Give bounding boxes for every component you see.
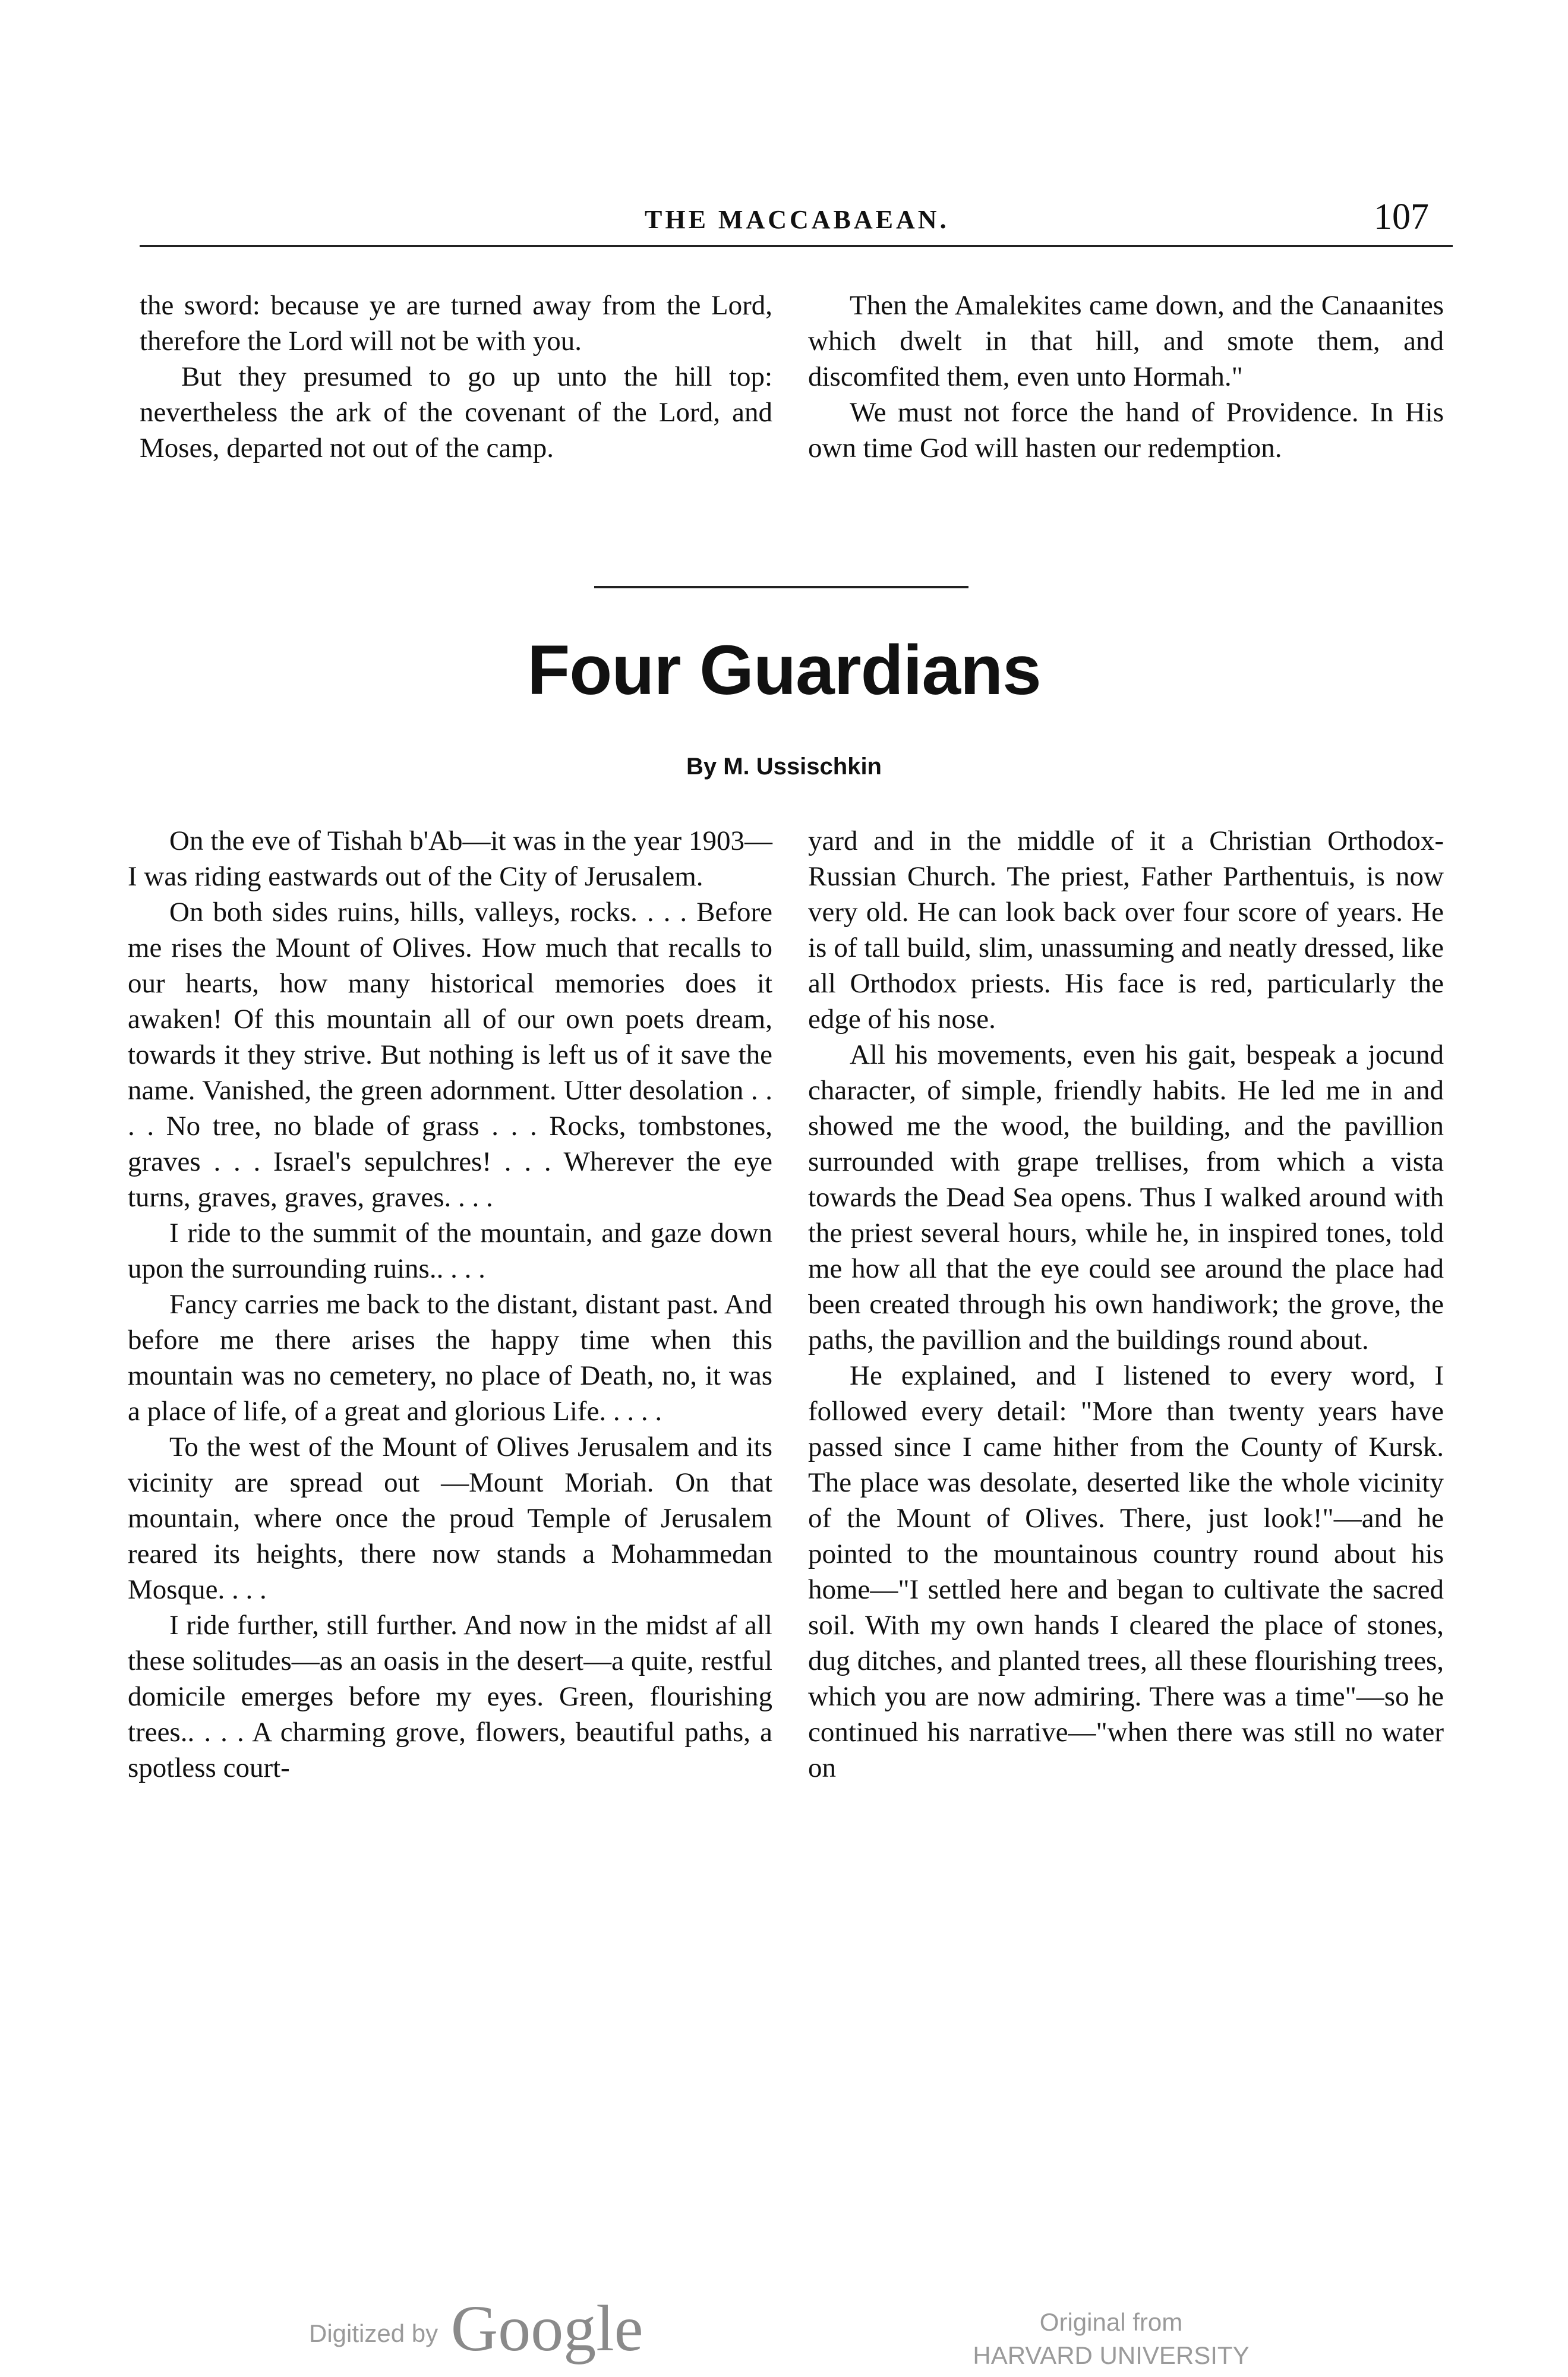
- header-rule: [140, 245, 1453, 247]
- institution-label: HARVARD UNIVERSITY: [973, 2341, 1250, 2369]
- article-byline: By M. Ussischkin: [686, 754, 882, 780]
- paragraph: On both sides ruins, hills, valleys, rocks. . . . Before me rises the Mount of Olives. How much that recalls to our hearts, how many historical memories does it awaken! Of this mountain all of our own poets dream, towards it they strive. But nothing is left us of it save the name. Vanished, the green adornment. Utter desolation . . . . No tree, no blade of grass . . . Rocks, tombstones, graves . . . Israel's sepulchres! . . . Wherever the eye turns, graves, graves, graves. . . .: [128, 897, 772, 1213]
- paragraph: the sword: because ye are turned away from the Lord, therefore the Lord will not be with you.: [140, 290, 772, 357]
- paragraph: All his movements, even his gait, bespeak a jocund character, of simple, friendly habits. He led me in and showed me the wood, the building, and the pavillion surrounded with grape trellises, from which a vista towards the Dead Sea opens. Thus I walked around with the priest several hours, while he, in inspired tones, told me how all that the eye could see around the place had been created through his own handiwork; the grove, the paths, the pavillion and the buildings round about.: [808, 1039, 1444, 1355]
- article-title: Four Guardians: [527, 631, 1041, 710]
- paragraph: I ride further, still further. And now in the midst af all these solitudes—as an oasis in the desert—a quite, restful domicile emerges before my eyes. Green, flourishing trees.. . . . A charming grove, flowers, beautiful paths, a spotless court-: [128, 1610, 772, 1783]
- paragraph: Fancy carries me back to the distant, distant past. And before me there arises the happy time when this mountain was no cemetery, no place of Death, no, it was a place of life, of a great and glorious Life. . . . .: [128, 1289, 772, 1427]
- page-number: 107: [1374, 197, 1429, 237]
- paragraph: But they presumed to go up unto the hill top: nevertheless the ark of the covenant of the Lord, and Moses, departed not out of the camp.: [140, 361, 772, 464]
- previous-article-left-column: [140, 288, 772, 466]
- source-watermark: [951, 2306, 1272, 2372]
- previous-article-right-column: [808, 288, 1444, 466]
- article-left-column: [128, 823, 772, 1786]
- original-from-label: Original from: [1039, 2308, 1183, 2336]
- paragraph: On the eve of Tishah b'Ab—it was in the year 1903—I was riding eastwards out of the City of Jerusalem.: [128, 825, 772, 892]
- paragraph: I ride to the summit of the mountain, and gaze down upon the surrounding ruins.. . . .: [128, 1218, 772, 1284]
- digitized-by-watermark: [309, 2291, 643, 2366]
- section-divider: [594, 586, 968, 588]
- page-header: [140, 196, 1453, 250]
- paragraph: yard and in the middle of it a Christian Orthodox-Russian Church. The priest, Father Parthentuis, is now very old. He can look back over four score of years. He is of tall build, slim, unassuming and neatly dressed, like all Orthodox priests. His face is red, particularly the edge of his nose.: [808, 825, 1444, 1035]
- google-logo: Google: [450, 2292, 643, 2365]
- paragraph: To the west of the Mount of Olives Jerusalem and its vicinity are spread out —Mount Moriah. On that mountain, where once the proud Temple of Jerusalem reared its heights, there now stands a Mohammedan Mosque. . . .: [128, 1432, 772, 1605]
- running-title: THE MACCABAEAN.: [645, 205, 949, 234]
- paragraph: Then the Amalekites came down, and the Canaanites which dwelt in that hill, and smote them, and discomfited them, even unto Hormah.": [808, 290, 1444, 392]
- paragraph: We must not force the hand of Providence. In His own time God will hasten our redemption.: [808, 397, 1444, 464]
- digitized-by-label: Digitized by: [309, 2319, 438, 2347]
- paragraph: He explained, and I listened to every word, I followed every detail: "More than twenty years have passed since I came hither from the County of Kursk. The place was desolate, deserted like the whole vicinity of the Mount of Olives. There, just look!"—and he pointed to the mountainous country round about his home—"I settled here and began to cultivate the sacred soil. With my own hands I cleared the place of stones, dug ditches, and planted trees, all these flourishing trees, which you are now admiring. There was a time"—so he continued his narrative—"when there was still no water on: [808, 1360, 1444, 1783]
- article-right-column: [808, 823, 1444, 1786]
